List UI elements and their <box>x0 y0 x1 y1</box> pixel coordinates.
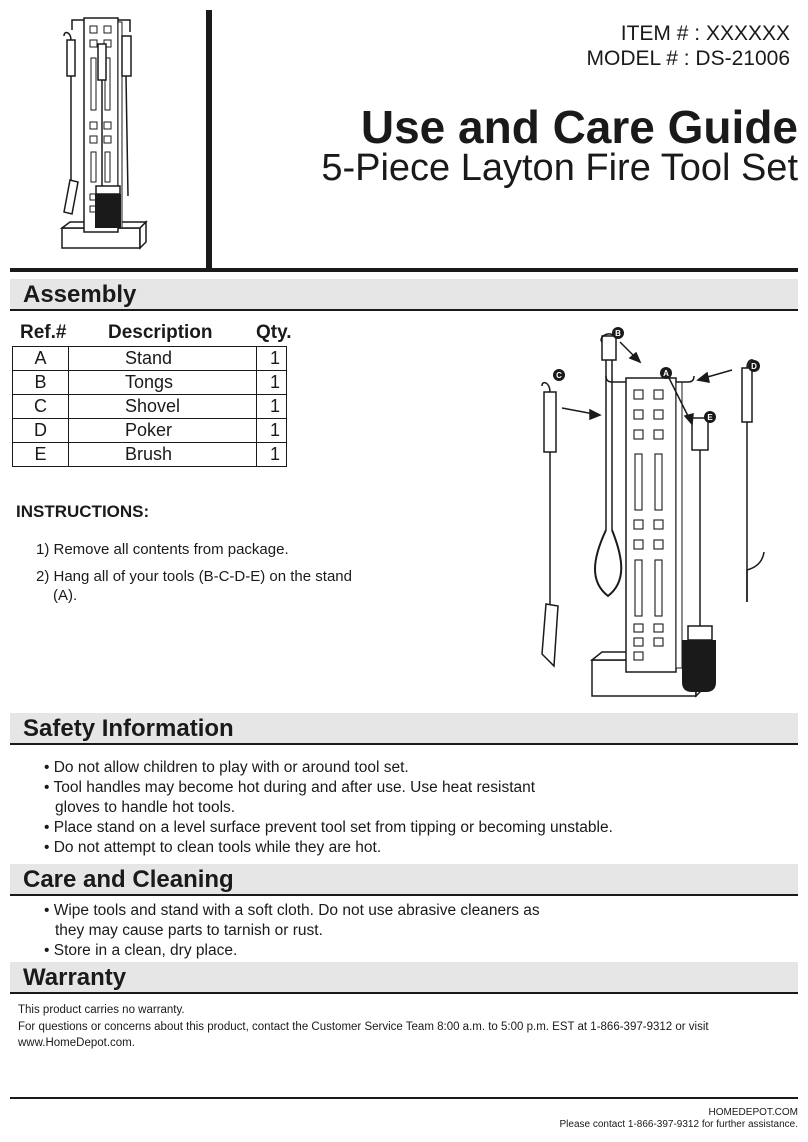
part-qty: 1 <box>257 443 287 467</box>
part-description: Shovel <box>69 395 257 419</box>
page-subtitle: 5-Piece Layton Fire Tool Set <box>321 147 798 189</box>
part-qty: 1 <box>257 395 287 419</box>
care-item: • Store in a clean, dry place. <box>44 942 238 959</box>
diagram-label-d: D <box>751 362 757 371</box>
care-list <box>44 901 540 961</box>
part-qty: 1 <box>257 371 287 395</box>
safety-item-continued: gloves to handle hot tools. <box>55 799 236 816</box>
diagram-label-a: A <box>663 369 669 378</box>
part-description: Brush <box>69 443 257 467</box>
item-number: ITEM # : XXXXXX <box>620 22 790 45</box>
col-qty-header: Qty. <box>256 322 292 343</box>
product-illustration <box>0 0 200 270</box>
part-description: Stand <box>69 347 257 371</box>
safety-item: • Tool handles may become hot during and after use. Use heat resistant <box>44 779 536 796</box>
safety-item: • Place stand on a level surface prevent tool set from tipping or becoming unstable. <box>44 819 613 836</box>
assembly-diagram <box>520 320 800 710</box>
model-number: MODEL # : DS-21006 <box>586 47 790 70</box>
part-ref: D <box>13 419 69 443</box>
part-ref: C <box>13 395 69 419</box>
diagram-label-e: E <box>707 413 713 422</box>
part-ref: B <box>13 371 69 395</box>
table-row <box>13 371 287 395</box>
care-item: • Wipe tools and stand with a soft cloth. Do not use abrasive cleaners as <box>44 902 540 919</box>
part-ref: A <box>13 347 69 371</box>
instruction-step-2: 2) Hang all of your tools (B-C-D-E) on the stand (A). <box>36 568 352 604</box>
warranty-heading-bar <box>10 962 798 994</box>
safety-list <box>44 758 613 858</box>
warranty-contact: For questions or concerns about this product, contact the Customer Service Team 8:00 a.m. to 5:00 p.m. EST at 1-866-397-9312 or visit www.HomeDepot.com. <box>18 1021 709 1049</box>
part-qty: 1 <box>257 419 287 443</box>
warranty-heading: Warranty <box>23 964 127 991</box>
care-heading: Care and Cleaning <box>23 866 234 893</box>
diagram-label-c: C <box>556 371 562 380</box>
table-row <box>13 347 287 371</box>
safety-heading: Safety Information <box>23 715 234 742</box>
table-row <box>13 419 287 443</box>
part-qty: 1 <box>257 347 287 371</box>
part-description: Poker <box>69 419 257 443</box>
col-ref-header: Ref.# <box>20 322 67 343</box>
footer-divider <box>10 1097 798 1099</box>
header-divider-horizontal <box>10 268 798 272</box>
footer-contact: Please contact 1-866-397-9312 for further assistance. <box>559 1119 798 1130</box>
diagram-label-b: B <box>615 329 621 338</box>
warranty-text: This product carries no warranty. <box>18 1004 185 1016</box>
assembly-heading-bar <box>10 279 798 311</box>
care-heading-bar <box>10 864 798 896</box>
col-description-header: Description <box>108 322 213 343</box>
table-row <box>13 395 287 419</box>
safety-heading-bar <box>10 713 798 745</box>
assembly-heading: Assembly <box>23 281 137 308</box>
table-row <box>13 443 287 467</box>
footer-site: HOMEDEPOT.COM <box>708 1107 798 1118</box>
care-item-continued: they may cause parts to tarnish or rust. <box>55 922 323 939</box>
part-description: Tongs <box>69 371 257 395</box>
safety-item: • Do not allow children to play with or around tool set. <box>44 759 409 776</box>
instruction-step-1: 1) Remove all contents from package. <box>36 541 289 558</box>
page-title: Use and Care Guide <box>360 101 798 153</box>
header-divider-vertical <box>206 10 212 270</box>
part-ref: E <box>13 443 69 467</box>
parts-table <box>12 346 287 467</box>
instructions-heading: INSTRUCTIONS: <box>16 502 150 521</box>
safety-item: • Do not attempt to clean tools while they are hot. <box>44 839 382 856</box>
